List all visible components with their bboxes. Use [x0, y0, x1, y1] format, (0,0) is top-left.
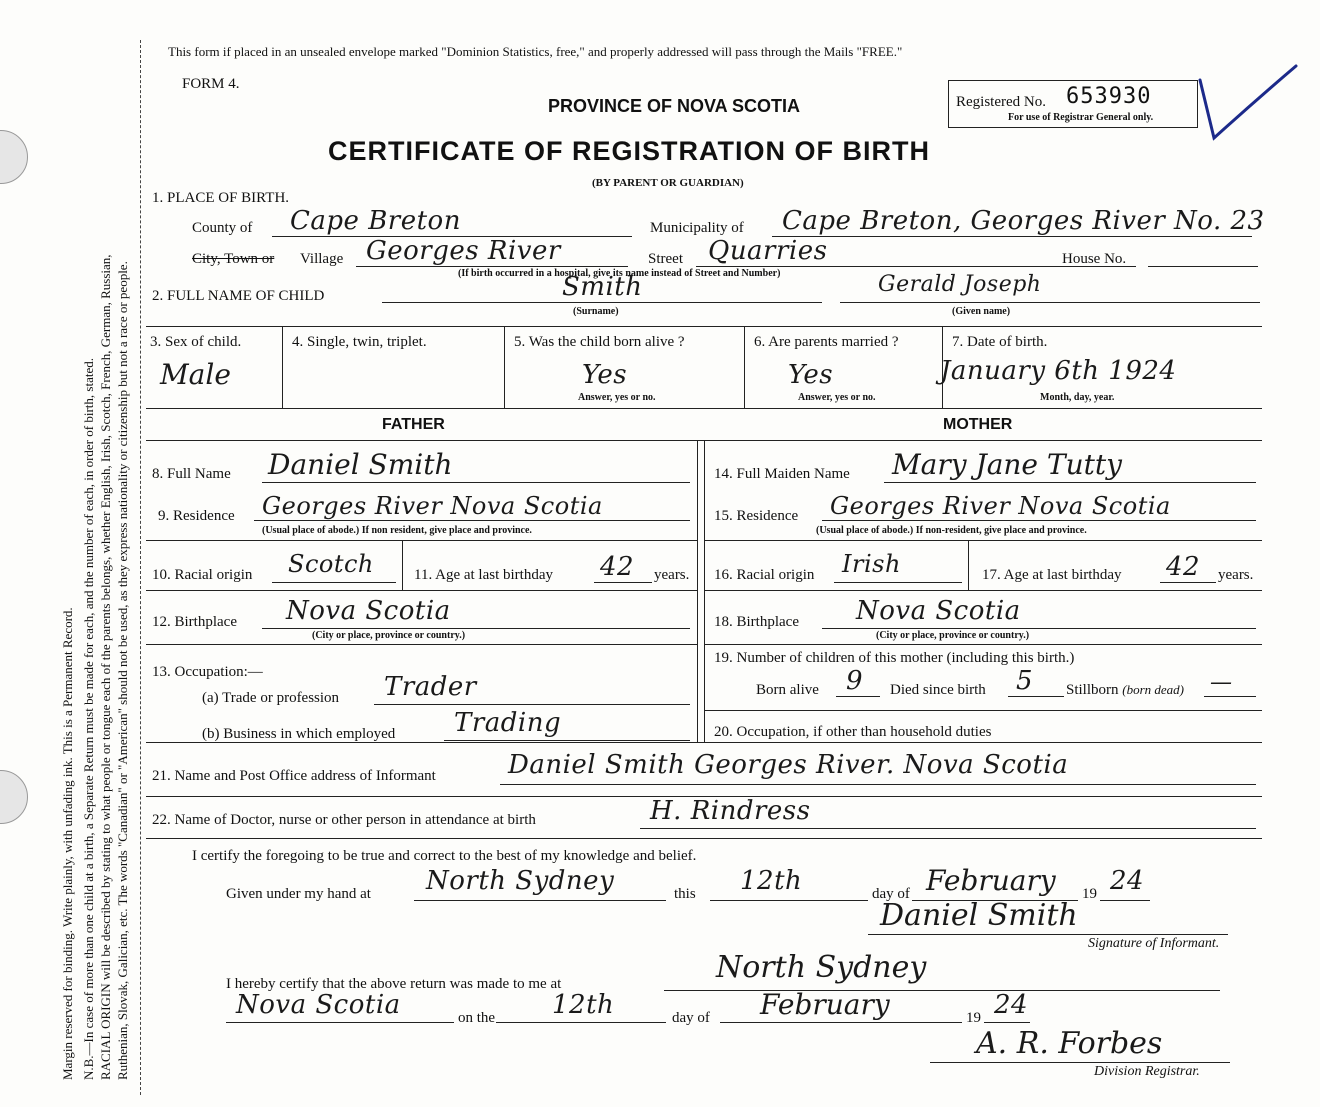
born-alive-value: Yes [582, 360, 628, 390]
father-birthplace-line [262, 628, 690, 629]
trade-line [374, 704, 690, 705]
mother-row-rule-1 [704, 540, 1262, 541]
certificate-subtitle: (BY PARENT OR GUARDIAN) [592, 177, 744, 189]
occupation-label: 13. Occupation:— [152, 664, 263, 680]
county-value: Cape Breton [290, 206, 461, 236]
registrar-place-line [664, 990, 1220, 991]
registrar-province-value: Nova Scotia [236, 990, 401, 1020]
this-label: this [674, 886, 696, 902]
registrar-place-value: North Sydney [716, 950, 927, 985]
mother-row-rule-4 [704, 710, 1262, 711]
surname-line [382, 302, 822, 303]
parents-bottom-rule [146, 742, 1262, 743]
full-name-label: 2. FULL NAME OF CHILD [152, 288, 325, 304]
business-line [444, 740, 690, 741]
given-name-value: Gerald Joseph [878, 272, 1042, 297]
father-row-rule-1 [146, 540, 698, 541]
date-of-birth-label: 7. Date of birth. [952, 334, 1048, 350]
registrar-signature: A. R. Forbes [976, 1026, 1163, 1061]
father-age-div [402, 540, 403, 590]
municipality-line [772, 236, 1252, 237]
given-place-value: North Sydney [426, 866, 615, 896]
mother-residence-label: 15. Residence [714, 508, 799, 524]
father-birthplace-label: 12. Birthplace [152, 614, 237, 630]
mother-birthplace-value: Nova Scotia [856, 596, 1021, 626]
mother-birthplace-caption: (City or place, province or country.) [876, 630, 1030, 641]
street-label: Street [648, 251, 683, 267]
mail-note: This form if placed in an unsealed envelope marked "Dominion Statistics, free," and properly addressed will pass through the Mails "FREE." [168, 44, 903, 59]
village-value: Georges River [366, 236, 561, 266]
registrar-day-line [496, 1022, 666, 1023]
certificate-title: CERTIFICATE OF REGISTRATION OF BIRTH [328, 136, 930, 166]
municipality-label: Municipality of [650, 220, 744, 236]
father-mother-divider [697, 440, 698, 742]
row3-bottom-rule [146, 408, 1262, 409]
informant-signature: Daniel Smith [880, 898, 1078, 933]
stillborn-note: (born dead) [1122, 682, 1185, 697]
father-name-value: Daniel Smith [268, 448, 453, 481]
informant-value: Daniel Smith Georges River. Nova Scotia [508, 750, 1069, 780]
father-residence-line [254, 520, 690, 521]
mother-residence-caption: (Usual place of abode.) If non-resident, give place and province. [816, 525, 1087, 536]
given-place-line [414, 900, 666, 901]
father-years-label: years. [654, 567, 690, 583]
county-label: County of [192, 220, 253, 236]
given-year-line [1100, 900, 1150, 901]
registrar-month-line [720, 1022, 962, 1023]
mother-residence-value: Georges River Nova Scotia [830, 492, 1171, 520]
given-day-value: 12th [740, 866, 803, 896]
registered-label: Registered No. [956, 94, 1046, 110]
margin-nb-note: N.B.—In case of more than one child at a birth, a Separate Return must be made for each, and the number of each, in order of birth, stated. [81, 358, 96, 1080]
registrar-statement: I hereby certify that the above return was made to me at [226, 976, 562, 992]
born-alive-count-value: 9 [846, 666, 864, 696]
mother-racial-label: 16. Racial origin [714, 567, 815, 583]
mother-heading: MOTHER [943, 416, 1013, 433]
village-label: Village [300, 251, 344, 267]
mother-racial-line [834, 582, 962, 583]
stillborn-text: Stillborn [1066, 682, 1119, 698]
house-no-line [1148, 266, 1258, 267]
date-of-birth-caption: Month, day, year. [1040, 392, 1115, 403]
registrar-day-of-label: day of [672, 1010, 710, 1026]
given-under-label: Given under my hand at [226, 886, 371, 902]
registrar-month-value: February [760, 988, 890, 1021]
registrar-year-prefix: 19 [966, 1010, 981, 1026]
mother-age-label: 17. Age at last birthday [982, 567, 1122, 583]
father-name-label: 8. Full Name [152, 466, 231, 482]
row3-top-rule [146, 326, 1262, 327]
father-name-line [262, 482, 690, 483]
surname-value: Smith [562, 272, 643, 302]
province-title: PROVINCE OF NOVA SCOTIA [548, 96, 801, 116]
village-line [356, 266, 628, 267]
father-residence-value: Georges River Nova Scotia [262, 492, 603, 520]
died-since-label: Died since birth [890, 682, 986, 698]
father-birthplace-caption: (City or place, province or country.) [312, 630, 466, 641]
mother-birthplace-line [822, 628, 1256, 629]
row3-div-1 [282, 326, 283, 408]
registrar-year-value: 24 [994, 990, 1029, 1020]
street-value: Quarries [708, 236, 828, 266]
father-age-line [594, 582, 652, 583]
registrar-caption: Division Registrar. [1094, 1064, 1200, 1079]
mother-name-label: 14. Full Maiden Name [714, 466, 850, 482]
registrar-signature-line [930, 1062, 1230, 1063]
hospital-note: (If birth occurred in a hospital, give its name instead of Street and Number) [458, 268, 781, 279]
check-mark-icon [1196, 60, 1306, 150]
given-name-line [840, 302, 1260, 303]
parents-married-caption: Answer, yes or no. [798, 392, 876, 403]
stillborn-label [1066, 682, 1184, 699]
margin-binding-rule [140, 40, 141, 1095]
sex-value: Male [160, 358, 231, 391]
registrar-on-the-label: on the [458, 1010, 496, 1026]
margin-racial-note-2: Ruthenian, Slovak, Galician, etc. The words "Canadian" or "American" should not be used, as they express nationality or citizenship but not a race or people. [115, 261, 130, 1080]
mother-right-rule [704, 440, 705, 742]
mother-age-line [1160, 582, 1216, 583]
row3-div-3 [744, 326, 745, 408]
sex-label: 3. Sex of child. [150, 334, 242, 350]
born-alive-label: 5. Was the child born alive ? [514, 334, 685, 350]
father-residence-label: 9. Residence [158, 508, 235, 524]
mother-name-line [884, 482, 1256, 483]
registered-note: For use of Registrar General only. [1008, 112, 1154, 123]
registrar-year-line [984, 1022, 1030, 1023]
punch-hole-bottom [0, 770, 28, 824]
doctor-label: 22. Name of Doctor, nurse or other person in attendance at birth [152, 812, 536, 828]
margin-racial-note-1: RACIAL ORIGIN will be described by stating to what people or tongue each of the parents belongs, whether English, Irish, Scotch, French, German, Russian, [98, 254, 113, 1080]
city-town-struck: City, Town or [192, 251, 275, 267]
informant-signature-line [868, 934, 1228, 935]
born-alive-caption: Answer, yes or no. [578, 392, 656, 403]
registrar-province-line [226, 1022, 454, 1023]
born-alive-count-label: Born alive [756, 682, 819, 698]
children-count-label: 19. Number of children of this mother (including this birth.) [714, 650, 1075, 666]
stillborn-line [1204, 696, 1256, 697]
parents-married-label: 6. Are parents married ? [754, 334, 899, 350]
doctor-line [640, 828, 1256, 829]
registered-number: 653930 [1066, 84, 1152, 109]
trade-value: Trader [384, 672, 477, 702]
died-since-value: 5 [1016, 666, 1034, 696]
informant-line [500, 784, 1256, 785]
mother-name-value: Mary Jane Tutty [892, 448, 1122, 481]
plurality-label: 4. Single, twin, triplet. [292, 334, 427, 350]
mother-residence-line [822, 520, 1256, 521]
form-number: FORM 4. [182, 76, 240, 92]
registrar-day-value: 12th [552, 990, 615, 1020]
given-year-value: 24 [1110, 866, 1145, 896]
father-birthplace-value: Nova Scotia [286, 596, 451, 626]
surname-caption: (Surname) [573, 306, 619, 317]
punch-hole-top [0, 130, 28, 184]
informant-signature-caption: Signature of Informant. [1088, 936, 1220, 951]
doctor-value: H. Rindress [650, 796, 811, 826]
business-label: (b) Business in which employed [202, 726, 396, 742]
doctor-bottom-rule [146, 838, 1262, 839]
father-racial-value: Scotch [288, 550, 374, 578]
given-year-prefix: 19 [1082, 886, 1097, 902]
died-since-line [1008, 696, 1064, 697]
father-row-rule-3 [146, 644, 698, 645]
certify-statement: I certify the foregoing to be true and correct to the best of my knowledge and belief. [192, 848, 697, 864]
day-of-label: day of [872, 886, 910, 902]
father-racial-label: 10. Racial origin [152, 567, 253, 583]
given-name-caption: (Given name) [952, 306, 1011, 317]
mother-racial-value: Irish [842, 550, 901, 578]
given-day-line [710, 900, 868, 901]
given-month-value: February [926, 864, 1056, 897]
stillborn-value: — [1210, 670, 1233, 695]
municipality-value: Cape Breton, Georges River No. 23 [782, 206, 1265, 236]
margin-binding-note: Margin reserved for binding. Write plainly, with unfading ink. This is a Permanent Record. [60, 607, 75, 1080]
father-age-value: 42 [600, 552, 635, 582]
mother-row-rule-2 [704, 590, 1262, 591]
informant-label: 21. Name and Post Office address of Informant [152, 768, 436, 784]
mother-age-div [968, 540, 969, 590]
father-racial-line [272, 582, 396, 583]
mother-occupation-label: 20. Occupation, if other than household duties [714, 724, 992, 740]
business-value: Trading [454, 708, 562, 738]
mother-years-label: years. [1218, 567, 1254, 583]
parents-married-value: Yes [788, 360, 834, 390]
date-of-birth-value: January 6th 1924 [940, 356, 1177, 386]
row3-div-2 [504, 326, 505, 408]
mother-row-rule-3 [704, 644, 1262, 645]
born-alive-count-line [836, 696, 880, 697]
place-of-birth-heading: 1. PLACE OF BIRTH. [152, 190, 290, 206]
father-row-rule-2 [146, 590, 698, 591]
house-no-label: House No. [1062, 251, 1127, 267]
mother-age-value: 42 [1166, 552, 1201, 582]
father-heading: FATHER [382, 416, 445, 433]
city-town-struck-label [192, 251, 274, 268]
mother-birthplace-label: 18. Birthplace [714, 614, 799, 630]
father-residence-caption: (Usual place of abode.) If non resident, give place and province. [262, 525, 532, 536]
father-age-label: 11. Age at last birthday [414, 567, 553, 583]
trade-label: (a) Trade or profession [202, 690, 340, 706]
